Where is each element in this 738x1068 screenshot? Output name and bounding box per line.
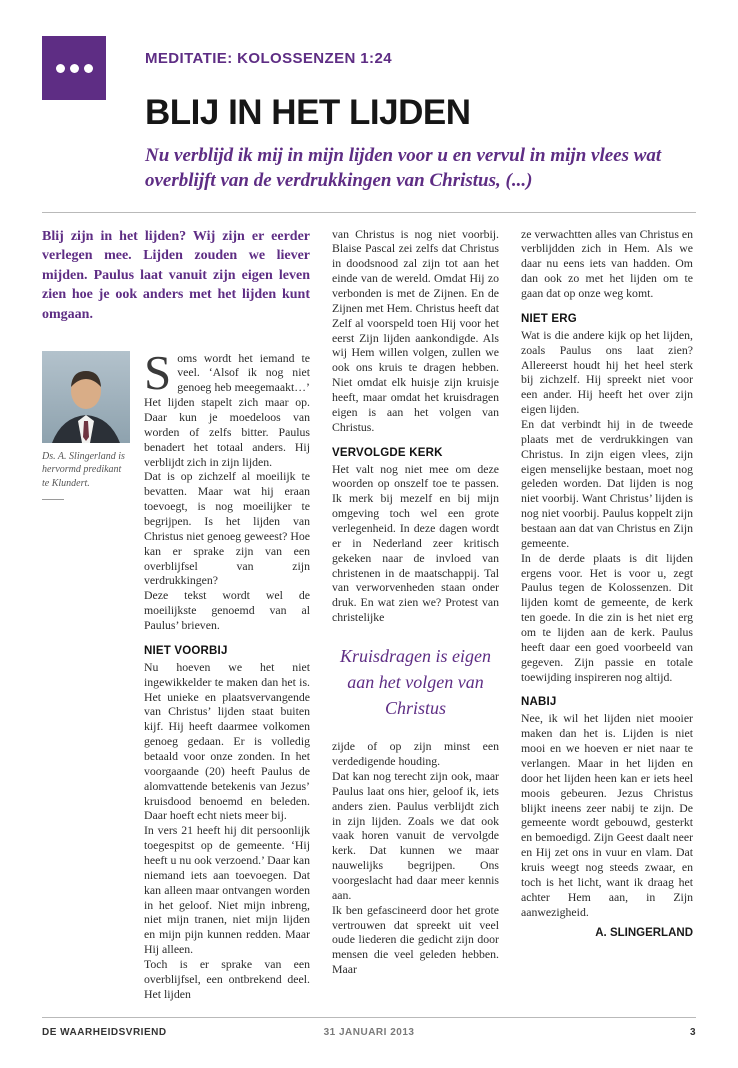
photo-caption: Ds. A. Slingerland is hervormd predikant te Klundert. xyxy=(42,450,125,489)
body-paragraph: Deze tekst wordt wel de moeilijkste genoemd van al Paulus’ brieven. xyxy=(144,588,310,632)
caption-rule xyxy=(42,499,64,500)
body-paragraph: Dat is op zichzelf al moeilijk te bevatten. Maar wat hij eraan toevoegt, is nog moeilijker te begrijpen. Is het lijden van Christus niet genoeg geweest? Hoe kan er sprake zijn van een overblijfsel van zijn verdrukkingen? xyxy=(144,469,310,588)
body-paragraph: Nu hoeven we het niet ingewikkelder te maken dan het is. Het unieke en plaatsvervangende van Christus’ lijden staat buiten kijf. Hij heeft daarmee volkomen genoeg gedaan. Er is volledig betaald voor onze zonden. In het voorgaande (20) heeft Paulus de alomvattende betekenis van Jezus’ kruisdood benoemd en beleden. Daar hoeft echt niets meer bij. xyxy=(144,659,310,823)
body-paragraph: Toch is er sprake van een overblijfsel, een ontbrekend deel. Het lijden xyxy=(144,957,310,1001)
footer-date: 31 JANUARI 2013 xyxy=(323,1027,415,1038)
body-paragraph: Het valt nog niet mee om deze woorden op onszelf toe te passen. Ik merk bij mezelf en bij mijn omgeving toch wel een grote verlegenheid. In deze dagen wordt er in Nederland zeer kritisch gekeken naar de invloed van christenen in de maatschappij. Tal van verworvenheden staan onder druk. En wat zien we? Protest van christelijke xyxy=(332,461,499,625)
portrait-photo xyxy=(42,351,130,443)
body-paragraph: van Christus is nog niet voorbij. Blaise Pascal zei zelfs dat Christus in doodsnood zal zijn tot aan het einde van de wereld. Omdat Hij zo verbonden is met de Zijnen. En de Zijnen met Hem. Christus heeft dat Zelf al voorspeld toen Hij voor het eerst Zijn lijden aankondigde. Als wij Hem willen volgen, zullen we ook ons kruis te dragen hebben. Niet omdat elk huisje zijn kruisje heeft, maar omdat het kruisdragen eigen is aan het volgen van Christus. xyxy=(332,226,499,434)
column-2 xyxy=(332,227,499,1002)
section-heading: NABIJ xyxy=(521,696,557,709)
column-1 xyxy=(144,344,310,1002)
article-subtitle: Nu verblijd ik mij in mijn lijden voor u en vervul in mijn vlees wat overblijft van de verdrukkingen van Christus, (...) xyxy=(145,145,662,192)
body-paragraph: ze verwachtten alles van Christus en verblijdden zich in Hem. Als we daar nu eens iets van hadden. Om dan ook zo met het lijden om te gaan dat op onze weg komt. xyxy=(521,226,693,300)
body-paragraph: In de derde plaats is dit lijden ergens voor. Het is voor u, zegt Paulus tegen de Kolossenzen. Dit lijden komt de gemeente, de kerk ten goede. In die zin is het niet erg om te lijden aan de kerk. Paulus heeft daar een goed voorbeeld van gegeven. Zijn passie en totale toewijding inspireren nog altijd. xyxy=(521,550,693,684)
footer-page-number: 3 xyxy=(689,1027,696,1038)
logo-dot xyxy=(84,64,93,73)
page-footer xyxy=(42,1017,696,1038)
body-paragraph: Soms wordt het iemand te veel. ‘Alsof ik nog niet genoeg heb meegemaakt…’ Het lijden stapelt zich maar op. Daar kun je moedeloos van worden of zelfs bitter. Paulus benadert het totaal anders. Hij verblijdt zich in zijn lijden. xyxy=(144,344,310,469)
author-signature: A. SLINGERLAND xyxy=(595,927,693,940)
body-paragraph: En dat verbindt hij in de tweede plaats met de verdrukkingen van Christus. In zijn eigen vlees, zijn eigen menselijke bestaan, moet nog geleden worden. Dat lijden is nog niet voorbij. Want Christus’ lijden is nog niet voorbij. Paulus koppelt zijn bestaan aan dat van Christus en Zijn gemeente. xyxy=(521,416,693,550)
body-paragraph: Nee, ik wil het lijden niet mooier maken dan het is. Lijden is niet mooi en we hoeven er niet naar te verlangen. Maar in het lijden en door het lijden heen kan er iets heel moois gebeuren. Jezus Christus blijkt ineens zeer nabij te zijn. De gemeente wordt gebouwd, gesterkt en bemoedigd. Zijn Geest daalt neer en Hij zet ons in vuur en vlam. Dat kruis weegt nog steeds zwaar, en toch is het licht, want ik draag het achter Hem aan, in Zijn aanwezigheid. xyxy=(521,711,693,919)
masthead-text xyxy=(145,36,696,194)
intro-paragraph: Blij zijn in het lijden? Wij zijn er eerder verlegen mee. Lijden zouden we liever mijden. Paulus laat vanuit zijn eigen leven zien hoe je ook anders met het lijden kunt omgaan. xyxy=(42,228,310,322)
body-paragraph: Ik ben gefascineerd door het grote vertrouwen dat spreekt uit veel oude liederen die gedicht zijn door mensen die veel geleden hebben. Maar xyxy=(332,902,499,977)
photo-and-column-row xyxy=(42,344,310,1002)
article-kicker: MEDITATIE: KOLOSSENZEN 1:24 xyxy=(145,50,392,67)
body-paragraph: In vers 21 heeft hij dit persoonlijk toegespitst op de gemeente. ‘Hij heeft u nu ook verzoend.’ Daar kan niemand iets aan toevoegen. Dat kan alleen maar ontvangen worden in het geloof. Niet mijn inbreng, niet mijn tranen, niet mijn lijden en mijn pijn kunnen redden. Maar Hij alleen. xyxy=(144,823,310,957)
header-divider xyxy=(42,212,696,213)
logo-dot xyxy=(56,64,65,73)
section-heading: NIET ERG xyxy=(521,312,577,325)
masthead xyxy=(42,36,696,194)
column-3 xyxy=(521,227,693,1002)
logo-dot xyxy=(70,64,79,73)
body-paragraph: zijde of op zijn minst een verdedigende houding. xyxy=(332,739,499,769)
drop-cap: S xyxy=(144,344,172,400)
footer-magazine-name: DE WAARHEIDSVRIEND xyxy=(42,1027,167,1038)
magazine-logo xyxy=(42,36,106,100)
article-body xyxy=(42,227,696,1002)
left-region xyxy=(42,227,310,1002)
article-title: BLIJ IN HET LIJDEN xyxy=(145,93,471,132)
pull-quote: Kruisdragen is eigen aan het volgen van Christus xyxy=(340,646,491,719)
body-paragraph: Wat is die andere kijk op het lijden, zoals Paulus ons laat zien? Allereerst houdt hij het heel sterk bij zichzelf. Hij spreekt niet voor een ander. Hij heeft het over zijn eigen lijden. xyxy=(521,327,693,417)
section-heading: VERVOLGDE KERK xyxy=(332,446,443,459)
body-paragraph: Dat kan nog terecht zijn ook, maar Paulus laat ons hier, geloof ik, iets anders zien. Paulus verblijdt zich in zijn lijden. Zoals we dat ook vaak horen vanuit de vervolgde kerk. Dat kunnen we maar nauwelijks begrijpen. Ons voorgeslacht had daar meer kennis aan. xyxy=(332,769,499,902)
photo-sidebar xyxy=(42,351,130,1002)
section-heading: NIET VOORBIJ xyxy=(144,644,228,657)
